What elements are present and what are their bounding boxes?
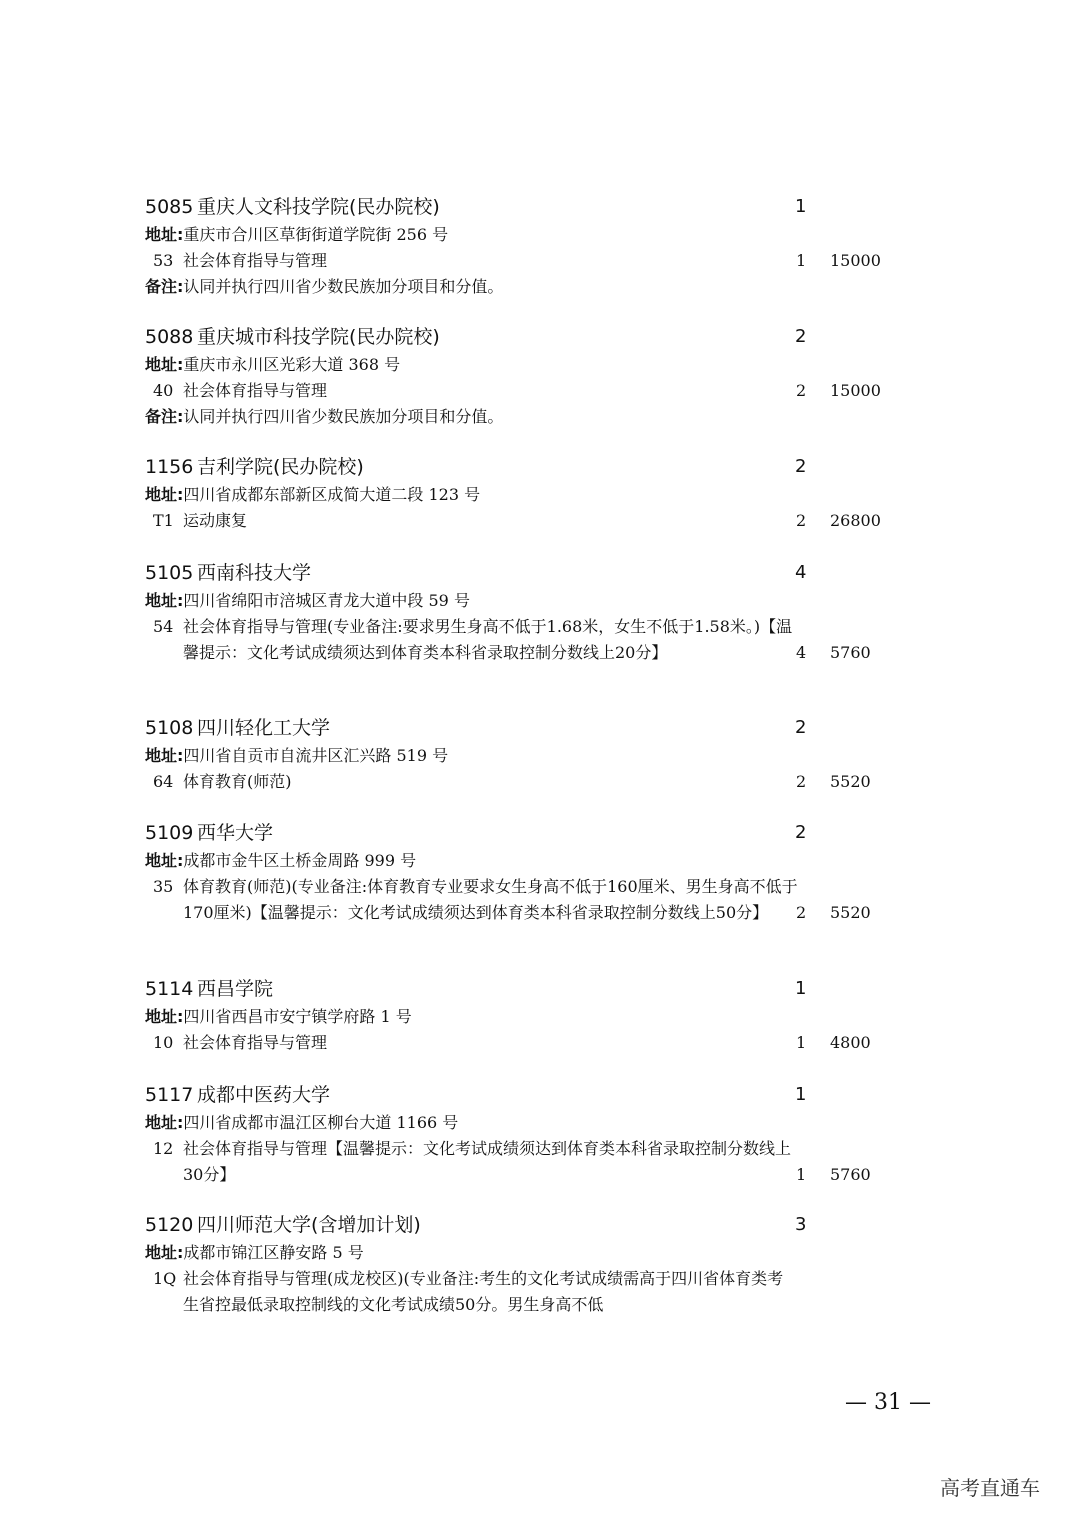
school-entry — [145, 452, 905, 534]
major-plan-count: 4 — [796, 643, 807, 662]
major-code: 35 — [153, 877, 174, 896]
major-plan-count: 1 — [796, 251, 807, 270]
school-note: 认同并执行四川省少数民族加分项目和分值。 — [183, 277, 504, 296]
school-plan-count: 1 — [795, 1084, 807, 1105]
major-row — [145, 508, 905, 534]
school-entry — [145, 192, 905, 300]
school-note-row — [145, 274, 905, 300]
school-code: 5108 — [145, 717, 194, 739]
major-row — [145, 874, 905, 926]
school-address: 四川省绵阳市涪城区青龙大道中段 59 号 — [183, 591, 470, 610]
school-plan-count: 1 — [795, 196, 807, 217]
major-row — [145, 1266, 905, 1318]
school-header — [145, 1080, 905, 1110]
major-name: 社会体育指导与管理 — [183, 251, 328, 270]
school-header — [145, 974, 905, 1004]
major-tuition-fee: 15000 — [830, 251, 881, 270]
school-address: 重庆市合川区草街街道学院街 256 号 — [183, 225, 449, 244]
school-header — [145, 452, 905, 482]
address-label: 地址: — [145, 851, 184, 870]
school-address: 四川省成都市温江区柳台大道 1166 号 — [183, 1113, 459, 1132]
address-label: 地址: — [145, 591, 184, 610]
major-tuition-fee: 5520 — [830, 772, 871, 791]
major-tuition-fee: 15000 — [830, 381, 881, 400]
address-label: 地址: — [145, 1007, 184, 1026]
major-name: 社会体育指导与管理(专业备注:要求男生身高不低于1.68米，女生不低于1.58米。)【温馨提示：文化考试成绩须达到体育类本科省录取控制分数线上20分】 — [183, 617, 793, 662]
school-address: 四川省自贡市自流井区汇兴路 519 号 — [183, 746, 449, 765]
major-code: 12 — [153, 1139, 174, 1158]
major-plan-count: 2 — [796, 903, 807, 922]
school-entry — [145, 974, 905, 1056]
major-plan-count: 1 — [796, 1033, 807, 1052]
major-name: 体育教育(师范)(专业备注:体育教育专业要求女生身高不低于160厘米、男生身高不低于170厘米)【温馨提示：文化考试成绩须达到体育类本科省录取控制分数线上50分】 — [183, 877, 798, 922]
address-label: 地址: — [145, 746, 184, 765]
note-label: 备注: — [145, 407, 184, 426]
school-code: 1156 — [145, 456, 194, 478]
major-row — [145, 378, 905, 404]
school-entry — [145, 818, 905, 926]
school-header — [145, 192, 905, 222]
school-address-row — [145, 588, 905, 614]
major-code: 10 — [153, 1033, 174, 1052]
major-row — [145, 614, 905, 666]
school-plan-count: 2 — [795, 456, 807, 477]
major-tuition-fee: 5520 — [830, 903, 871, 922]
major-row — [145, 1030, 905, 1056]
school-plan-count: 2 — [795, 822, 807, 843]
school-address: 重庆市永川区光彩大道 368 号 — [183, 355, 401, 374]
major-plan-count: 2 — [796, 772, 807, 791]
major-name: 社会体育指导与管理 — [183, 1033, 328, 1052]
major-name: 社会体育指导与管理(成龙校区)(专业备注:考生的文化考试成绩需高于四川省体育类考生省控最低录取控制线的文化考试成绩50分。男生身高不低 — [183, 1269, 784, 1314]
school-code: 5085 — [145, 196, 194, 218]
major-code: 1Q — [153, 1269, 177, 1288]
major-code: 53 — [153, 251, 174, 270]
school-entry — [145, 1210, 905, 1318]
school-address-row — [145, 1110, 905, 1136]
school-header — [145, 322, 905, 352]
major-tuition-fee: 5760 — [830, 1165, 871, 1184]
address-label: 地址: — [145, 1243, 184, 1262]
watermark-text: 高考直通车 — [940, 1476, 1040, 1500]
school-name: 成都中医药大学 — [197, 1084, 331, 1106]
address-label: 地址: — [145, 355, 184, 374]
school-code: 5088 — [145, 326, 194, 348]
school-plan-count: 4 — [795, 562, 807, 583]
major-row — [145, 248, 905, 274]
school-address-row — [145, 743, 905, 769]
major-code: 64 — [153, 772, 174, 791]
school-plan-count: 3 — [795, 1214, 807, 1235]
school-header — [145, 558, 905, 588]
address-label: 地址: — [145, 1113, 184, 1132]
school-address-row — [145, 222, 905, 248]
school-plan-count: 1 — [795, 978, 807, 999]
school-address-row — [145, 848, 905, 874]
school-header — [145, 1210, 905, 1240]
school-header — [145, 818, 905, 848]
school-code: 5117 — [145, 1084, 194, 1106]
school-code: 5105 — [145, 562, 194, 584]
page-number: — 31 — — [845, 1390, 931, 1415]
school-address-row — [145, 1004, 905, 1030]
major-plan-count: 1 — [796, 1165, 807, 1184]
major-tuition-fee: 4800 — [830, 1033, 871, 1052]
major-name: 社会体育指导与管理【温馨提示：文化考试成绩须达到体育类本科省录取控制分数线上30分】 — [183, 1139, 792, 1184]
school-entry — [145, 713, 905, 795]
school-name: 西昌学院 — [197, 978, 274, 1000]
school-plan-count: 2 — [795, 326, 807, 347]
major-name: 体育教育(师范) — [183, 772, 292, 791]
school-code: 5114 — [145, 978, 194, 1000]
school-address-row — [145, 482, 905, 508]
school-address: 四川省成都东部新区成简大道二段 123 号 — [183, 485, 481, 504]
school-name: 重庆人文科技学院(民办院校) — [197, 196, 440, 218]
school-note: 认同并执行四川省少数民族加分项目和分值。 — [183, 407, 504, 426]
major-name: 运动康复 — [183, 511, 248, 530]
school-plan-count: 2 — [795, 717, 807, 738]
address-label: 地址: — [145, 225, 184, 244]
school-address: 成都市金牛区土桥金周路 999 号 — [183, 851, 417, 870]
school-note-row — [145, 404, 905, 430]
major-row — [145, 1136, 905, 1188]
school-address: 成都市锦江区静安路 5 号 — [183, 1243, 364, 1262]
school-address: 四川省西昌市安宁镇学府路 1 号 — [183, 1007, 412, 1026]
major-row — [145, 769, 905, 795]
school-header — [145, 713, 905, 743]
school-code: 5109 — [145, 822, 194, 844]
school-name: 四川师范大学(含增加计划) — [197, 1214, 421, 1236]
school-code: 5120 — [145, 1214, 194, 1236]
major-tuition-fee: 5760 — [830, 643, 871, 662]
address-label: 地址: — [145, 485, 184, 504]
school-name: 吉利学院(民办院校) — [197, 456, 364, 478]
major-plan-count: 2 — [796, 511, 807, 530]
school-name: 重庆城市科技学院(民办院校) — [197, 326, 440, 348]
school-entry — [145, 322, 905, 430]
school-entry — [145, 1080, 905, 1188]
school-name: 四川轻化工大学 — [197, 717, 331, 739]
major-tuition-fee: 26800 — [830, 511, 881, 530]
school-entry — [145, 558, 905, 666]
school-address-row — [145, 352, 905, 378]
school-name: 西南科技大学 — [197, 562, 312, 584]
school-address-row — [145, 1240, 905, 1266]
major-code: 54 — [153, 617, 174, 636]
note-label: 备注: — [145, 277, 184, 296]
major-plan-count: 2 — [796, 381, 807, 400]
school-name: 西华大学 — [197, 822, 274, 844]
major-code: T1 — [153, 511, 174, 530]
major-name: 社会体育指导与管理 — [183, 381, 328, 400]
major-code: 40 — [153, 381, 174, 400]
